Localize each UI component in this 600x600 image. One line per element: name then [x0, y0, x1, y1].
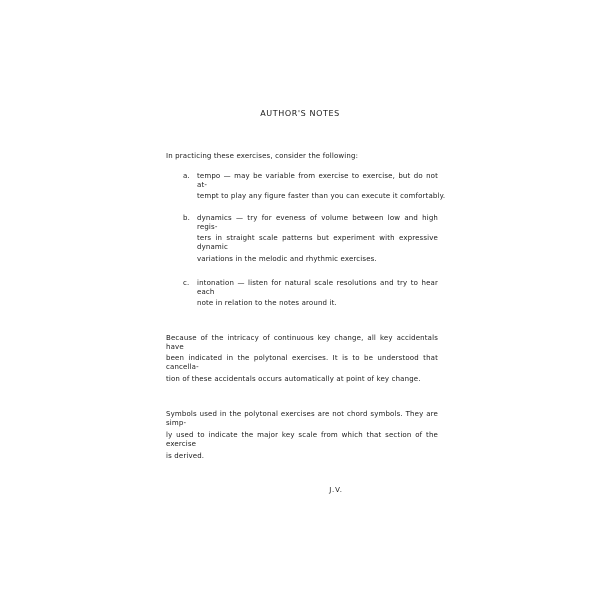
item-marker-a: a.	[183, 172, 190, 180]
paragraph-2-line-2: ly used to indicate the major key scale from which that section of the exercise	[166, 431, 438, 448]
item-c-line-2: note in relation to the notes around it.	[197, 299, 337, 307]
item-b-line-1: dynamics — try for eveness of volume between low and high regis-	[197, 214, 438, 231]
paragraph-1-line-3: tion of these accidentals occurs automatically at point of key change.	[166, 375, 421, 383]
item-a-line-2: tempt to play any figure faster than you can execute it comfortably.	[197, 192, 446, 200]
paragraph-1-line-1: Because of the intricacy of continuous key change, all key accidentals have	[166, 334, 438, 351]
paragraph-2-line-3: is derived.	[166, 452, 205, 460]
item-marker-b: b.	[183, 214, 190, 222]
item-b-line-2: ters in straight scale patterns but experiment with expressive dynamic	[197, 234, 438, 251]
page-title: AUTHOR'S NOTES	[260, 109, 340, 118]
item-a-line-1: tempo — may be variable from exercise to exercise, but do not at-	[197, 172, 438, 189]
item-c-line-1: intonation — listen for natural scale resolutions and try to hear each	[197, 279, 438, 296]
paragraph-1-line-2: been indicated in the polytonal exercises. It is to be understood that cancella-	[166, 354, 438, 371]
item-marker-c: c.	[183, 279, 190, 287]
intro-line: In practicing these exercises, consider the following:	[166, 152, 359, 160]
paragraph-2-line-1: Symbols used in the polytonal exercises are not chord symbols. They are simp-	[166, 410, 438, 427]
signature: J.V.	[329, 486, 343, 494]
item-b-line-3: variations in the melodic and rhythmic exercises.	[197, 255, 377, 263]
